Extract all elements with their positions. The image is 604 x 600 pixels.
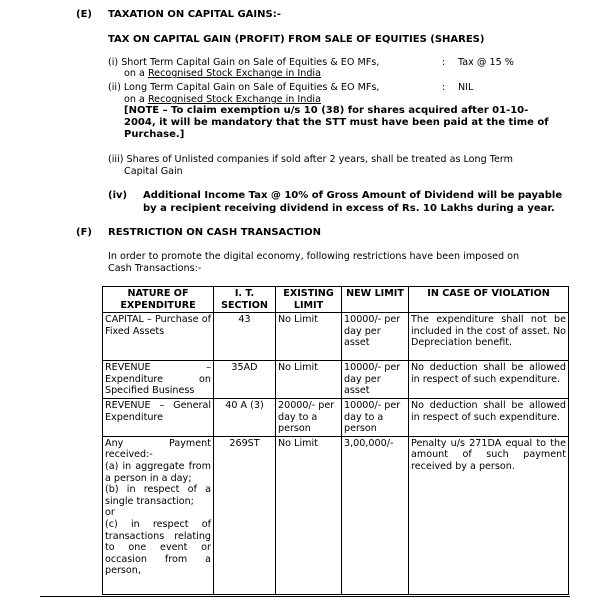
item-i-line1: (i) Short Term Capital Gain on Sale of Equities & EO MFs, <box>108 57 380 68</box>
item-iii-line1: (iii) Shares of Unlisted companies if sold after 2 years, shall be treated as Long Term <box>108 154 514 165</box>
cell-existing: 20000/- per day to a person <box>276 398 342 436</box>
item-ii-line1: (ii) Long Term Capital Gain on Sale of Equities & EO MFs, <box>108 82 380 93</box>
note-line2: 2004, it will be mandatory that the STT must have been paid at the time of <box>124 117 549 128</box>
note-line3: Purchase.] <box>124 129 185 140</box>
cell-nature: CAPITAL – Purchase of Fixed Assets <box>103 313 214 361</box>
cell-section: 35AD <box>214 361 276 399</box>
cell-section: 40 A (3) <box>214 398 276 436</box>
table-row <box>103 313 569 361</box>
section-f-title: RESTRICTION ON CASH TRANSACTION <box>108 227 322 238</box>
table-row <box>103 436 569 594</box>
cell-new: 10000/- per day per asset <box>342 313 409 361</box>
cell-violation: No deduction shall be allowed in respect of such expenditure. <box>409 398 569 436</box>
section-f-intro-line2: Cash Transactions:- <box>108 263 202 274</box>
item-ii-prefix: on a <box>124 94 148 105</box>
note-line1: [NOTE – To claim exemption u/s 10 (38) for shares acquired after 01-10- <box>124 105 529 116</box>
header-new: NEW LIMIT <box>342 287 409 313</box>
section-f-letter: (F) <box>76 227 92 238</box>
section-e-letter: (E) <box>76 9 92 20</box>
cell-existing: No Limit <box>276 436 342 594</box>
nature-line: (b) in respect of a single transaction; <box>105 484 211 507</box>
item-i-link[interactable]: Recognised Stock Exchange in India <box>147 68 321 79</box>
cell-violation: The expenditure shall not be included in the cost of asset. No Depreciation benefit. <box>409 313 569 361</box>
item-ii-colon: : <box>442 82 446 93</box>
nature-line: Any Payment received:- <box>105 437 211 461</box>
item-i-colon: : <box>442 57 446 68</box>
nature-line: or <box>105 507 115 519</box>
section-e-title: TAXATION ON CAPITAL GAINS:- <box>108 9 281 20</box>
item-iv-line1: Additional Income Tax @ 10% of Gross Amount of Dividend will be payable <box>143 190 563 201</box>
table-header-row <box>103 287 569 313</box>
cell-nature: REVENUE – Expenditure on Specified Business <box>103 361 214 399</box>
item-i-line2 <box>124 68 321 79</box>
item-i-prefix: on a <box>124 68 148 79</box>
cell-nature: REVENUE – General Expenditure <box>103 398 214 436</box>
page-divider <box>40 596 570 597</box>
table-row <box>103 398 569 436</box>
header-existing: EXISTING LIMIT <box>276 287 342 313</box>
cell-nature <box>103 436 214 594</box>
table-row <box>103 361 569 399</box>
cell-new: 10000/- per day to a person <box>342 398 409 436</box>
cell-new: 10000/- per day per asset <box>342 361 409 399</box>
cell-violation: No deduction shall be allowed in respect of such expenditure. <box>409 361 569 399</box>
cash-restriction-table <box>102 286 569 595</box>
item-i-value: Tax @ 15 % <box>458 57 514 68</box>
item-iii-line2: Capital Gain <box>124 166 183 177</box>
cell-existing: No Limit <box>276 313 342 361</box>
header-section: I. T. SECTION <box>214 287 276 313</box>
nature-line: (c) in respect of transactions relating to one event or occasion from a person, <box>105 518 211 577</box>
section-f-intro-line1: In order to promote the digital economy, following restrictions have been imposed on <box>108 251 520 262</box>
item-iv-line2: by a recipient receiving dividend in excess of Rs. 10 Lakhs during a year. <box>143 203 555 214</box>
header-nature: NATURE OF EXPENDITURE <box>103 287 214 313</box>
cell-existing: No Limit <box>276 361 342 399</box>
item-ii-value: NIL <box>458 82 474 93</box>
cell-new: 3,00,000/- <box>342 436 409 594</box>
section-e-subtitle: TAX ON CAPITAL GAIN (PROFIT) FROM SALE OF EQUITIES (SHARES) <box>108 34 485 45</box>
item-ii-link[interactable]: Recognised Stock Exchange in India <box>147 94 321 105</box>
item-ii-line2 <box>124 94 321 105</box>
header-violation: IN CASE OF VIOLATION <box>409 287 569 313</box>
nature-line: (a) in aggregate from a person in a day; <box>105 460 211 484</box>
cell-violation: Penalty u/s 271DA equal to the amount of such payment received by a person. <box>409 436 569 594</box>
cell-section: 43 <box>214 313 276 361</box>
cell-section: 269ST <box>214 436 276 594</box>
item-iv-label: (iv) <box>108 190 128 201</box>
